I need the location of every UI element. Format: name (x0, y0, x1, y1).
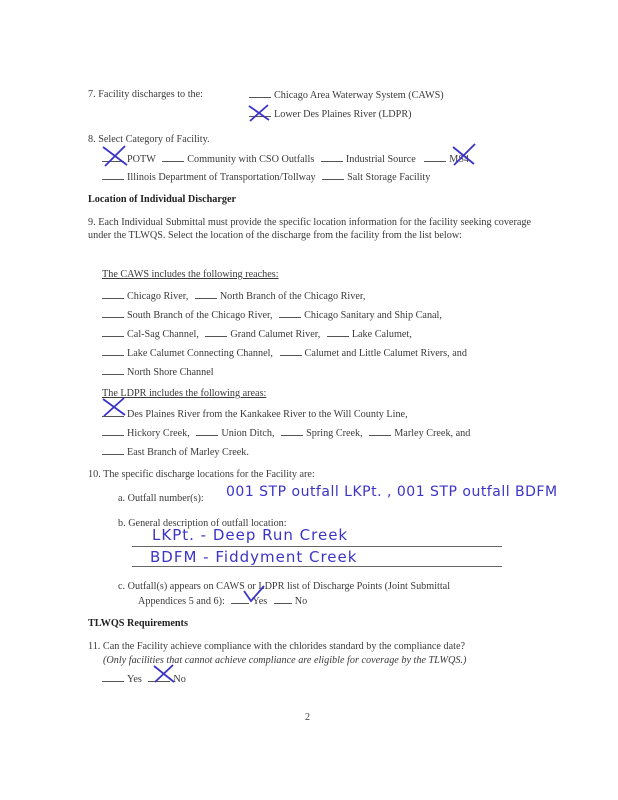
outfall-number-label: a. Outfall number(s): (118, 493, 204, 504)
section-heading-location: Location of Individual Discharger (88, 194, 237, 205)
answer-line (132, 566, 502, 567)
caws-reach[interactable]: Chicago Sanitary and Ship Canal, (304, 310, 442, 321)
q11-yes[interactable]: Yes (127, 674, 142, 685)
caws-reach[interactable]: North Branch of the Chicago River, (219, 291, 366, 302)
caws-heading: The CAWS includes the following reaches: (102, 269, 279, 280)
caws-reach[interactable]: Cal-Sag Channel, (127, 329, 199, 340)
ldpr-area[interactable]: Hickory Creek, (127, 428, 190, 439)
checkmark-x-icon (450, 143, 478, 167)
q8-label: 8. Select Category of Facility. (88, 134, 210, 145)
q10c-no[interactable]: No (294, 596, 308, 607)
ldpr-area[interactable]: Union Ditch, (221, 428, 275, 439)
q8-option-salt[interactable]: Salt Storage Facility (347, 172, 431, 183)
outfall-description-value-1[interactable]: LKPt. - Deep Run Creek (152, 526, 349, 544)
caws-reach[interactable]: North Shore Channel (127, 367, 214, 378)
ldpr-row (102, 407, 408, 421)
caws-row (102, 289, 365, 303)
caws-reach[interactable]: Grand Calumet River, (230, 329, 321, 340)
ldpr-row (102, 426, 470, 440)
q11-note: (Only facilities that cannot achieve compliance are eligible for coverage by the TLWQS.) (103, 655, 467, 666)
q10c-text-2: Appendices 5 and 6): (138, 596, 225, 607)
page-number: 2 (305, 712, 310, 723)
checkmark-x-icon (100, 396, 128, 418)
q10-label: 10. The specific discharge locations for the Facility are: (88, 469, 315, 480)
q8-options-row2 (102, 170, 430, 184)
caws-reach[interactable]: Lake Calumet Connecting Channel, (127, 348, 273, 359)
q9-text: 9. Each Individual Submittal must provide the specific location information for the facility seeking coverage under the TLWQS. Select the location of the discharge from the facility from the list below: (88, 217, 531, 241)
caws-reach[interactable]: South Branch of the Chicago River, (127, 310, 273, 321)
q7-option-caws[interactable]: Chicago Area Waterway System (CAWS) (249, 88, 444, 102)
caws-row (102, 327, 412, 341)
q8-options-row1 (102, 152, 469, 166)
q10c-text-1: c. Outfall(s) appears on CAWS or LDPR list of Discharge Points (Joint Submittal (118, 581, 451, 592)
checkmark-x-icon (100, 144, 130, 168)
caws-row (102, 365, 214, 379)
q7-label: 7. Facility discharges to the: (88, 89, 203, 100)
q10c-yes[interactable]: Yes (252, 596, 268, 607)
q8-option-cso[interactable]: Community with CSO Outfalls (187, 154, 315, 165)
q11-text: 11. Can the Facility achieve compliance with the chlorides standard by the compliance date? (88, 641, 465, 652)
section-heading-tlwqs: TLWQS Requirements (88, 618, 188, 629)
ldpr-area[interactable]: Des Plaines River from the Kankakee River to the Will County Line, (127, 409, 408, 420)
caws-row (102, 308, 442, 322)
q8-option-potw[interactable]: POTW (127, 154, 156, 165)
ldpr-area[interactable]: Spring Creek, (306, 428, 363, 439)
q10c-answer (138, 594, 307, 608)
q7-option-ldpr[interactable]: Lower Des Plaines River (LDPR) (249, 107, 412, 121)
ldpr-area[interactable]: East Branch of Marley Creek. (127, 447, 249, 458)
answer-line (132, 546, 502, 547)
caws-reach[interactable]: Chicago River, (127, 291, 189, 302)
ldpr-heading: The LDPR includes the following areas: (102, 388, 267, 399)
checkmark-x-icon (246, 104, 272, 122)
outfall-number-value[interactable]: 001 STP outfall LKPt. , 001 STP outfall BDFM (226, 484, 558, 500)
caws-row (102, 346, 467, 360)
caws-reach[interactable]: Lake Calumet, (351, 329, 412, 340)
checkmark-x-icon (151, 664, 177, 684)
q8-option-industrial[interactable]: Industrial Source (345, 154, 416, 165)
q8-option-idot[interactable]: Illinois Department of Transportation/Tollway (127, 172, 316, 183)
q8-option-ms4[interactable]: MS4 (449, 154, 470, 165)
ldpr-row (102, 445, 249, 459)
caws-reach[interactable]: Calumet and Little Calumet Rivers, and (304, 348, 467, 359)
q11-no[interactable]: No (173, 674, 186, 685)
outfall-description-label: b. General description of outfall location: (118, 518, 287, 529)
ldpr-area[interactable]: Marley Creek, and (394, 428, 471, 439)
checkmark-v-icon (242, 584, 266, 604)
outfall-description-value-2[interactable]: BDFM - Fiddyment Creek (150, 548, 358, 566)
